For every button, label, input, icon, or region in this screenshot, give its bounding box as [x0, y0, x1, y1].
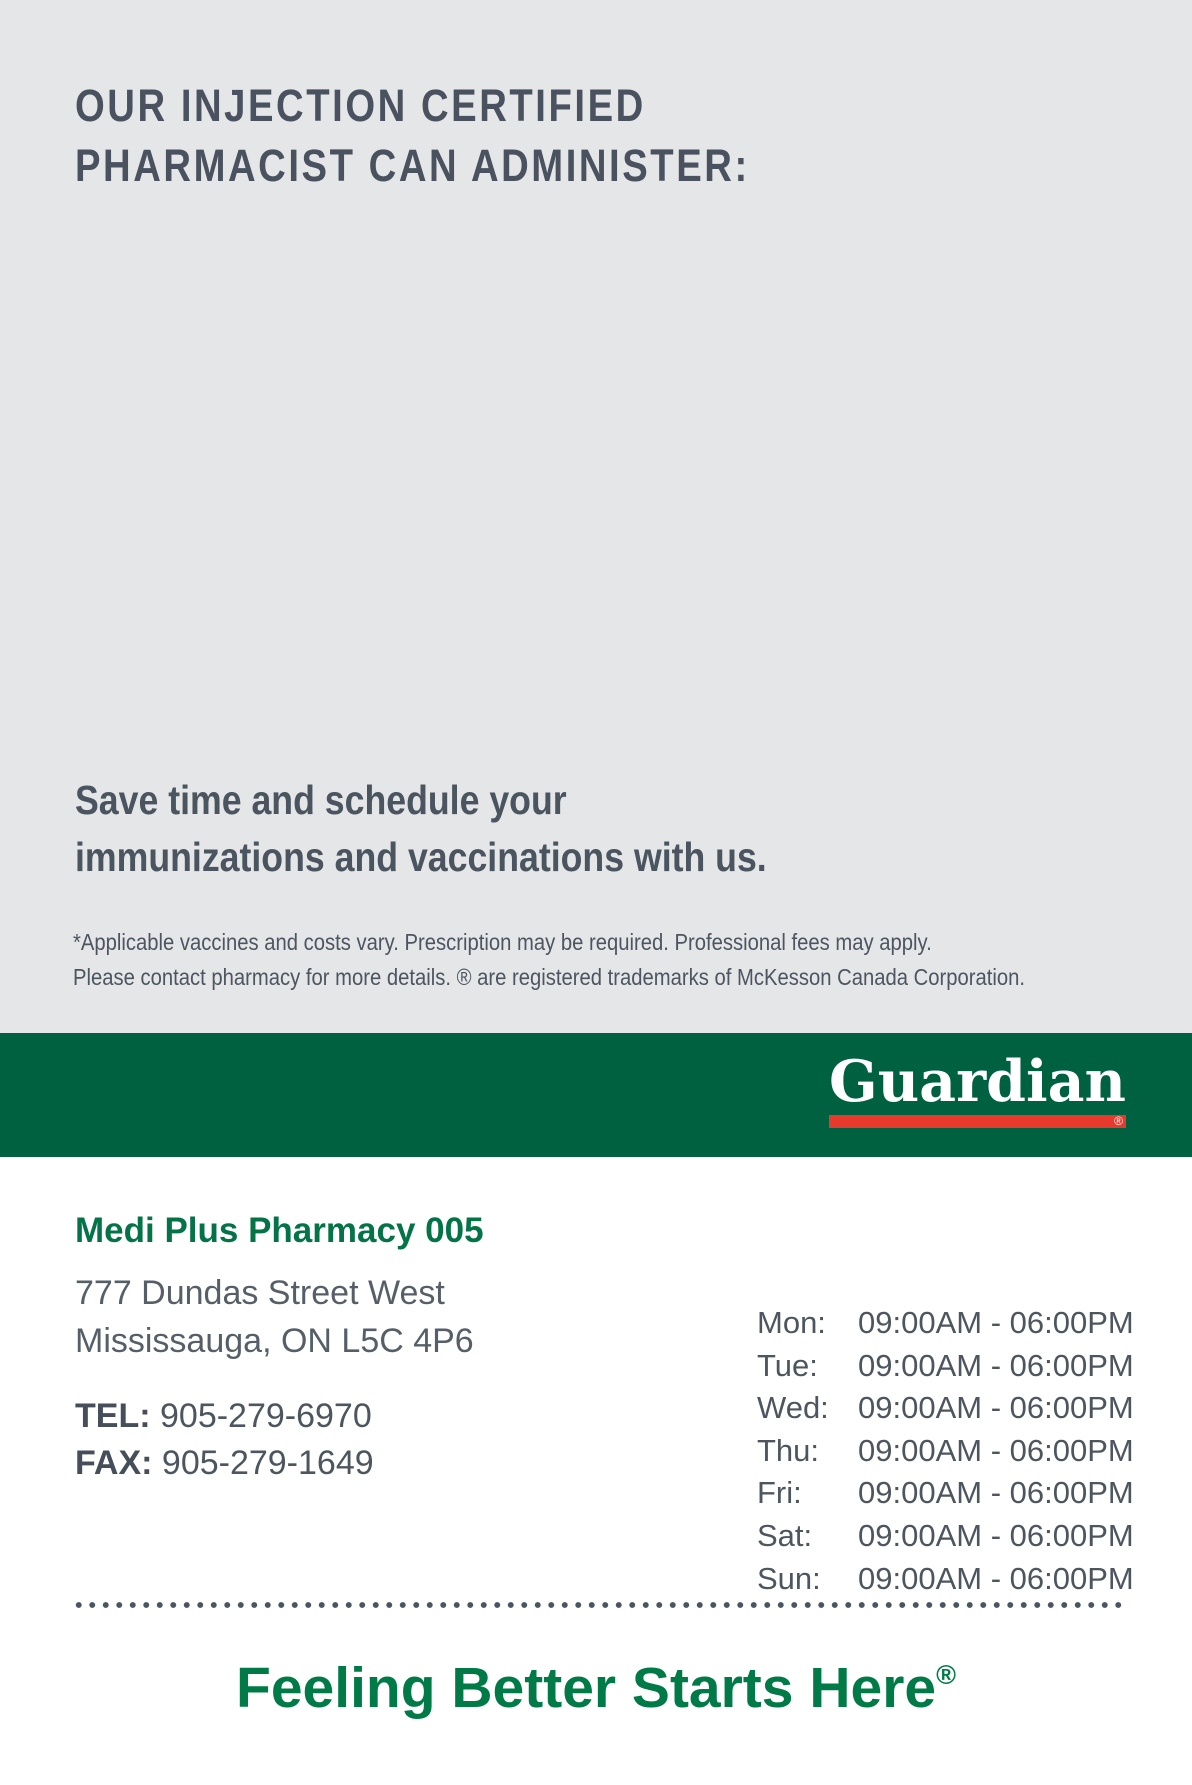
tel-number: 905-279-6970 — [160, 1397, 372, 1435]
hours-day-label: Thu: — [757, 1432, 820, 1468]
hours-time-value: 09:00AM - 06:00PM — [858, 1432, 1134, 1468]
store-details — [75, 1209, 484, 1487]
hours-row-wed — [757, 1387, 1134, 1430]
store-address — [75, 1269, 484, 1365]
hours-row-sun — [757, 1558, 1134, 1601]
registered-trademark-icon: ® — [1114, 1114, 1123, 1128]
sub-headline-line2: immunizations and vaccinations with us. — [75, 834, 767, 880]
hours-row-mon — [757, 1302, 1134, 1345]
guardian-logo — [829, 1048, 1126, 1128]
sub-headline — [75, 772, 767, 886]
dotted-divider — [72, 1601, 1123, 1609]
sub-headline-line1: Save time and schedule your — [75, 777, 567, 823]
hours-day-label: Mon: — [757, 1305, 826, 1340]
main-headline-line1: OUR INJECTION CERTIFIED — [75, 80, 646, 131]
hours-time-value: 09:00AM - 06:00PM — [858, 1475, 1134, 1511]
hours-row-sat — [757, 1515, 1134, 1558]
hours-row-thu — [757, 1430, 1134, 1473]
brand-bar — [0, 1033, 1192, 1157]
store-hours-table — [757, 1302, 1134, 1600]
tel-label: TEL: — [75, 1397, 151, 1435]
main-headline — [75, 76, 750, 196]
hours-row-fri — [757, 1472, 1134, 1515]
hours-day-label: Sun: — [757, 1560, 821, 1596]
registered-trademark-icon: ® — [936, 1660, 956, 1690]
store-address-line2: Mississauga, ON L5C 4P6 — [75, 1322, 474, 1360]
hours-time-value: 09:00AM - 06:00PM — [858, 1305, 1134, 1340]
disclaimer-line1: *Applicable vaccines and costs vary. Prescription may be required. Professional fees may apply. — [73, 929, 932, 955]
hours-day-label: Tue: — [757, 1347, 818, 1383]
store-info-section — [0, 1157, 1192, 1785]
store-tel-row — [75, 1393, 484, 1440]
hours-time-value: 09:00AM - 06:00PM — [858, 1347, 1134, 1383]
hours-time-value: 09:00AM - 06:00PM — [858, 1560, 1134, 1596]
disclaimer-line2: Please contact pharmacy for more details. ® are registered trademarks of McKesson Canada Corporation. — [73, 964, 1026, 990]
fax-number: 905-279-1649 — [161, 1444, 374, 1482]
store-fax-row — [75, 1440, 484, 1487]
fax-label: FAX: — [75, 1444, 153, 1482]
hours-day-label: Fri: — [757, 1475, 802, 1511]
hours-row-tue — [757, 1345, 1134, 1388]
guardian-logo-underline — [829, 1115, 1126, 1128]
store-contact — [75, 1393, 484, 1487]
hours-time-value: 09:00AM - 06:00PM — [858, 1390, 1134, 1426]
footer-tagline-text: Feeling Better Starts Here — [236, 1656, 937, 1720]
main-headline-line2: PHARMACIST CAN ADMINISTER: — [75, 140, 750, 191]
hours-time-value: 09:00AM - 06:00PM — [858, 1517, 1134, 1553]
guardian-logo-wordmark: Guardian — [829, 1048, 1126, 1115]
store-name: Medi Plus Pharmacy 005 — [75, 1211, 484, 1250]
hours-day-label: Wed: — [757, 1390, 829, 1426]
footer-tagline — [0, 1643, 1192, 1720]
store-address-line1: 777 Dundas Street West — [75, 1274, 445, 1312]
hours-day-label: Sat: — [757, 1517, 813, 1553]
disclaimer-text — [73, 925, 1025, 995]
